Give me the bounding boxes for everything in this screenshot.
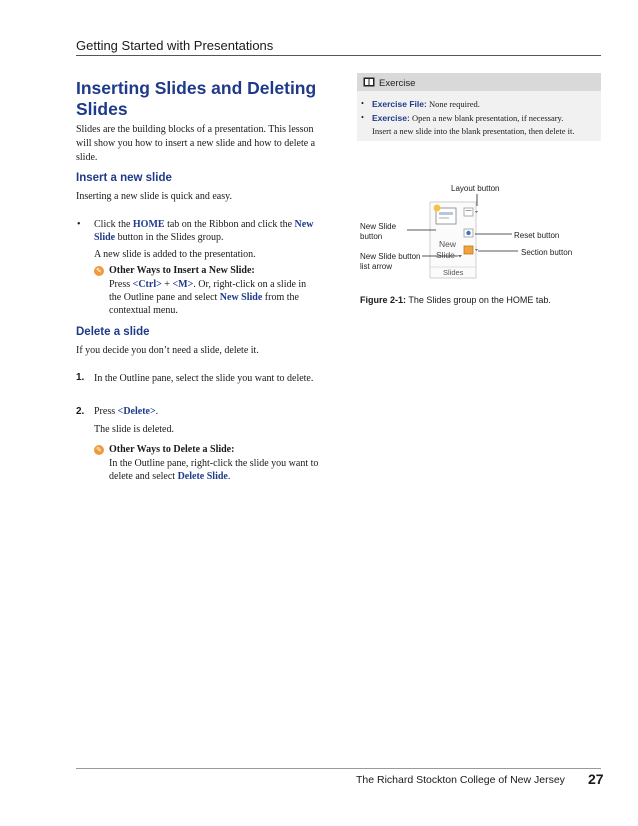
exercise-label: Exercise <box>379 78 416 89</box>
home-tab-ref: HOME <box>132 219 165 230</box>
page-title: Inserting Slides and Deleting Slides <box>76 78 317 119</box>
page-number: 27 <box>588 771 604 787</box>
exercise-line: Exercise: Open a new blank presentation, if necessary. <box>372 113 564 123</box>
step-text: In the Outline pane, select the slide you want to delete. <box>94 373 314 384</box>
insert-result: A new slide is added to the presentation. <box>94 249 256 260</box>
figure-caption: Figure 2-1: The Slides group on the HOME tab. <box>360 295 551 305</box>
insert-instruction: Click the HOME tab on the Ribbon and click the New Slide button in the Slides group. <box>94 219 314 243</box>
delete-result: The slide is deleted. <box>94 424 174 435</box>
tip-body-insert: Press <Ctrl> + <M>. Or, right-click on a slide in the Outline pane and select New Slide from the contextual menu. <box>109 279 307 316</box>
section-heading-insert: Insert a new slide <box>76 172 172 184</box>
new-slide-ref: New Slide <box>94 219 314 243</box>
tip-icon: ✎ <box>94 445 104 455</box>
step-number: 1. <box>76 372 85 383</box>
running-header: Getting Started with Presentations <box>76 38 274 53</box>
callout-reset-button: Reset button <box>514 231 560 240</box>
bullet-marker: • <box>361 112 364 122</box>
callout-section-button: Section button <box>521 248 573 257</box>
new-slide-label-new: New <box>439 239 457 249</box>
bullet-marker: • <box>77 219 81 230</box>
step-number: 2. <box>76 406 85 417</box>
slides-group-figure <box>352 194 527 280</box>
exercise-instruction: Insert a new slide into the blank presentation, then delete it. <box>372 126 575 136</box>
header-divider <box>76 55 601 56</box>
tip-title-insert: Other Ways to Insert a New Slide: <box>109 265 255 276</box>
bullet-marker: • <box>361 98 364 108</box>
tip-icon: ✎ <box>94 266 104 276</box>
tip-title-delete: Other Ways to Delete a Slide: <box>109 444 235 455</box>
callout-new-slide-arrow: New Slide button list arrow <box>360 252 421 271</box>
book-icon <box>363 77 375 87</box>
callout-layout-button: Layout button <box>451 184 500 193</box>
footer-text: The Richard Stockton College of New Jersey <box>356 774 565 786</box>
section-heading-delete: Delete a slide <box>76 326 150 338</box>
insert-intro: Inserting a new slide is quick and easy. <box>76 191 232 202</box>
footer-divider <box>76 768 601 769</box>
tip-body-delete: In the Outline pane, right-click the slide you want to delete and select Delete Slide. <box>109 458 319 482</box>
step-text: Press <Delete>. <box>94 406 159 417</box>
intro-paragraph: Slides are the building blocks of a presentation. This lesson will show you how to insert a new slide and how to delete a slide. <box>76 124 316 163</box>
slides-group-label: Slides <box>443 268 464 277</box>
delete-intro: If you decide you don’t need a slide, delete it. <box>76 345 259 356</box>
exercise-file-line: Exercise File: None required. <box>372 99 480 109</box>
reset-button-icon <box>464 229 473 237</box>
callout-new-slide-button: New Slide button <box>360 222 397 241</box>
new-slide-label-slide: Slide <box>436 250 455 260</box>
